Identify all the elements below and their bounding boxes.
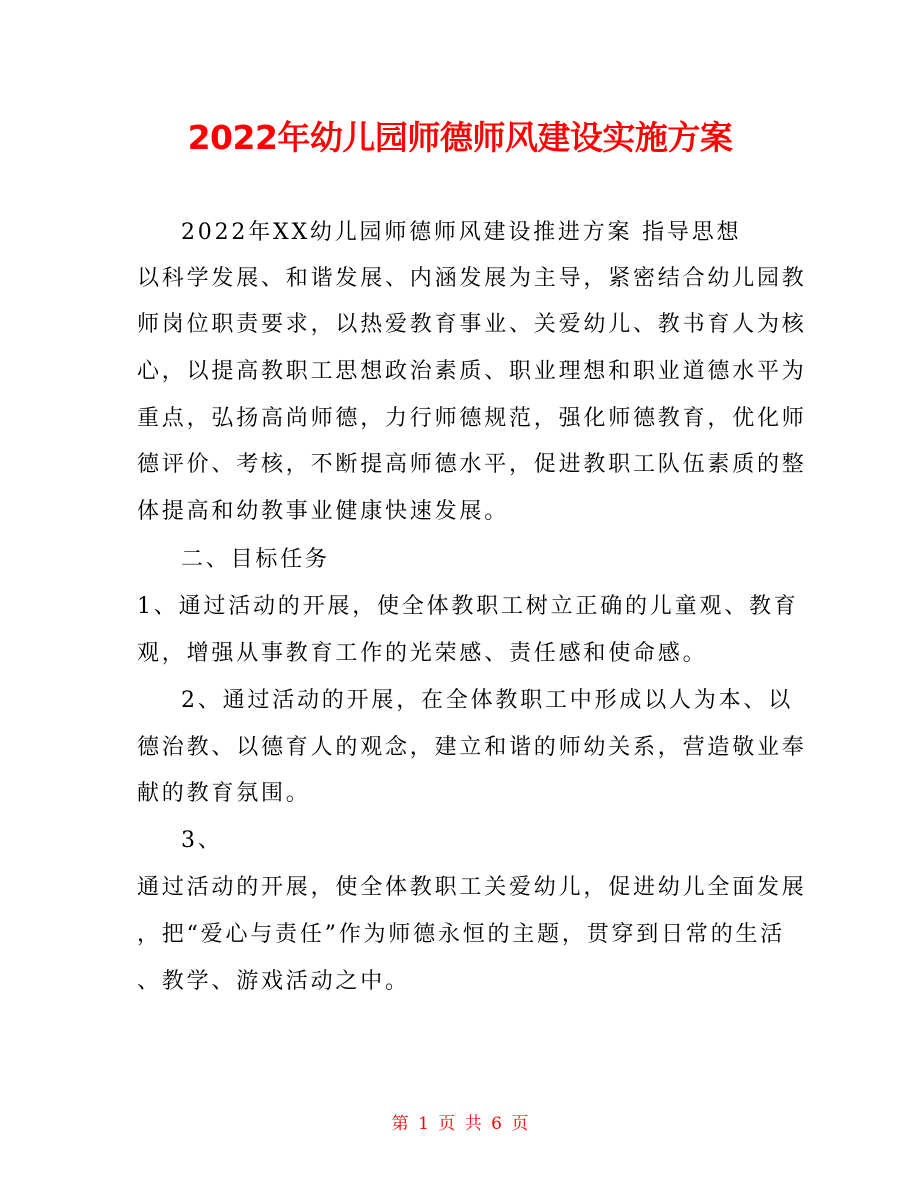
paragraph-line: ，把“爱心与责任”作为师德永恒的主题，贯穿到日常的生活	[137, 922, 786, 947]
paragraph-line: 重点，弘扬高尚师德，力行师德规范，强化师德教育，优化师	[137, 406, 807, 431]
document-title: 2022年幼儿园师德师风建设实施方案	[187, 118, 733, 157]
paragraph-line: 心，以提高教职工思想政治素质、职业理想和职业道德水平为	[137, 359, 807, 384]
paragraph-line: 2022年XX幼儿园师德师风建设推进方案 指导思想	[181, 220, 742, 245]
paragraph-line: 以科学发展、和谐发展、内涵发展为主导，紧密结合幼儿园教	[137, 266, 807, 291]
paragraph-line: 3、	[181, 828, 223, 853]
section-heading: 二、目标任务	[181, 547, 330, 572]
paragraph-line: 德评价、考核，不断提高师德水平，促进教职工队伍素质的整	[137, 452, 807, 477]
paragraph-line: 体提高和幼教事业健康快速发展。	[137, 499, 510, 524]
paragraph-line: 观，增强从事教育工作的光荣感、责任感和使命感。	[137, 641, 708, 666]
paragraph-line: 德治教、以德育人的观念，建立和谐的师幼关系，营造敬业奉	[137, 735, 807, 760]
paragraph-line: 通过活动的开展，使全体教职工关爱幼儿，促进幼儿全面发展	[137, 875, 807, 900]
paragraph-line: 2、通过活动的开展，在全体教职工中形成以人为本、以	[181, 688, 793, 713]
paragraph-line: 、教学、游戏活动之中。	[137, 969, 410, 994]
paragraph-line: 献的教育氛围。	[137, 781, 311, 806]
page-footer: 第 1 页 共 6 页	[391, 1114, 529, 1134]
paragraph-line: 1、通过活动的开展，使全体教职工树立正确的儿童观、教育	[137, 594, 799, 619]
paragraph-line: 师岗位职责要求，以热爱教育事业、关爱幼儿、教书育人为核	[137, 312, 807, 337]
